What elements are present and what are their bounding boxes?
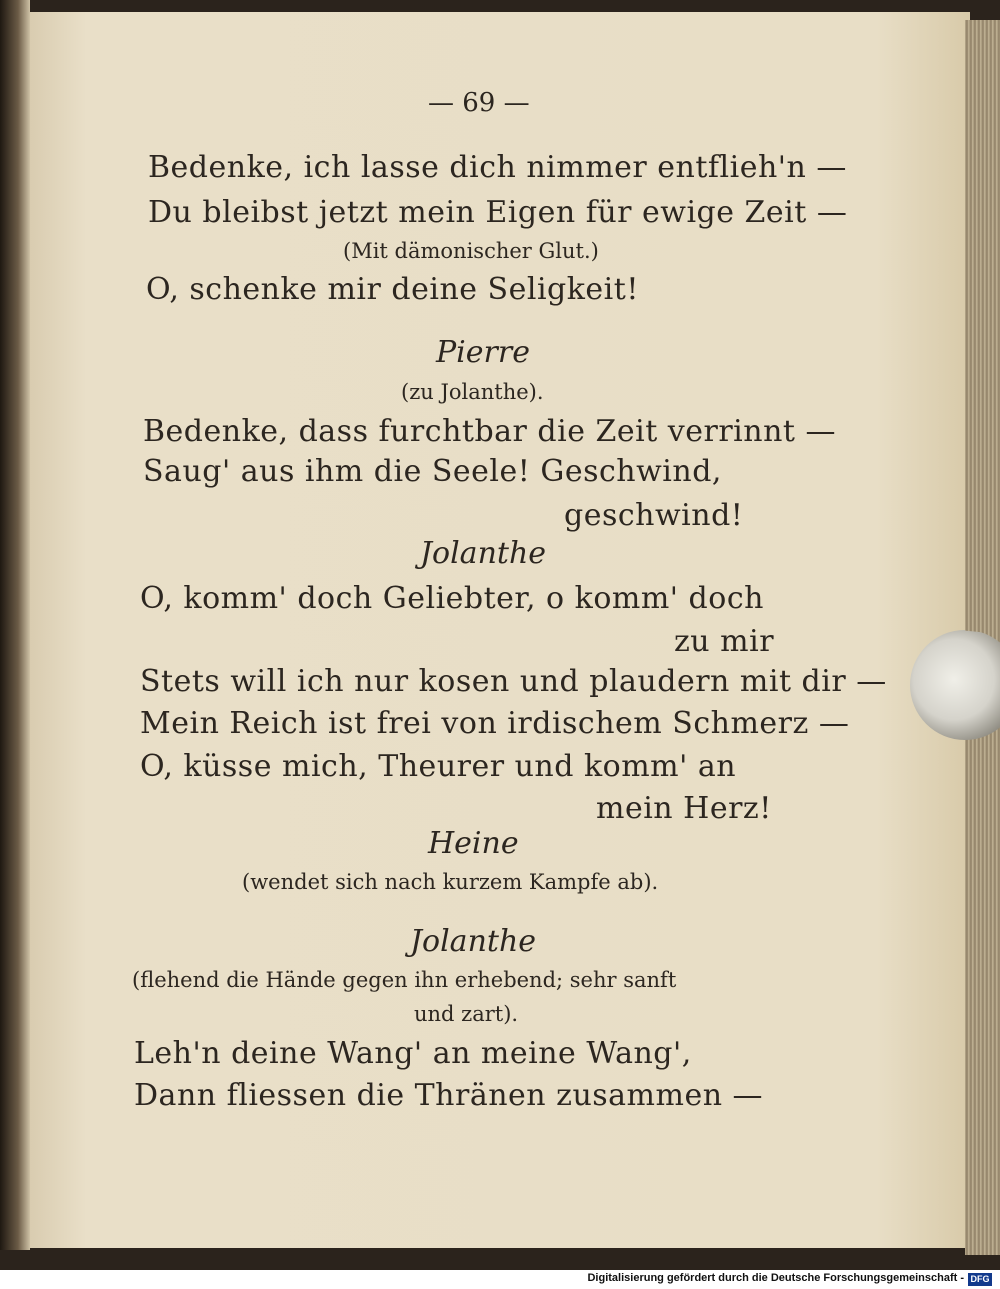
binding-shadow: [0, 0, 30, 1250]
stage-direction: (zu Jolanthe).: [401, 380, 544, 404]
stage-direction: (wendet sich nach kurzem Kampfe ab).: [242, 870, 659, 894]
verse-line: Saug' aus ihm die Seele! Geschwind,: [143, 454, 722, 489]
verse-line: Mein Reich ist frei von irdischem Schmerz —: [140, 706, 850, 741]
dfg-logo: DFG: [968, 1273, 992, 1286]
page-number: — 69 —: [428, 88, 530, 118]
verse-line: zu mir: [674, 624, 775, 659]
speaker-name: Pierre: [436, 335, 530, 370]
verse-line: Leh'n deine Wang' an meine Wang',: [134, 1036, 692, 1071]
funding-notice: Digitalisierung gefördert durch die Deutsche Forschungsgemeinschaft -: [587, 1272, 964, 1284]
stage-direction: (Mit dämonischer Glut.): [343, 239, 599, 263]
verse-line: O, küsse mich, Theurer und komm' an: [140, 749, 737, 784]
verse-line: Dann fliessen die Thränen zusammen —: [134, 1078, 764, 1113]
verse-line: Bedenke, ich lasse dich nimmer entflieh'n —: [148, 150, 847, 185]
speaker-name: Jolanthe: [410, 924, 537, 959]
verse-line: geschwind!: [564, 498, 744, 533]
verse-line: O, schenke mir deine Seligkeit!: [146, 272, 639, 307]
verse-line: Bedenke, dass furchtbar die Zeit verrinnt —: [143, 414, 836, 449]
verse-line: mein Herz!: [596, 791, 772, 826]
verse-line: O, komm' doch Geliebter, o komm' doch: [140, 581, 764, 616]
stage-direction: und zart).: [414, 1002, 519, 1026]
speaker-name: Jolanthe: [420, 536, 547, 571]
verse-line: Stets will ich nur kosen und plaudern mit dir —: [140, 664, 887, 699]
speaker-name: Heine: [428, 826, 519, 861]
digitization-footer: [0, 1270, 1000, 1289]
verse-line: Du bleibst jetzt mein Eigen für ewige Zeit —: [148, 195, 848, 230]
stage-direction: (flehend die Hände gegen ihn erhebend; sehr sanft: [132, 968, 677, 992]
